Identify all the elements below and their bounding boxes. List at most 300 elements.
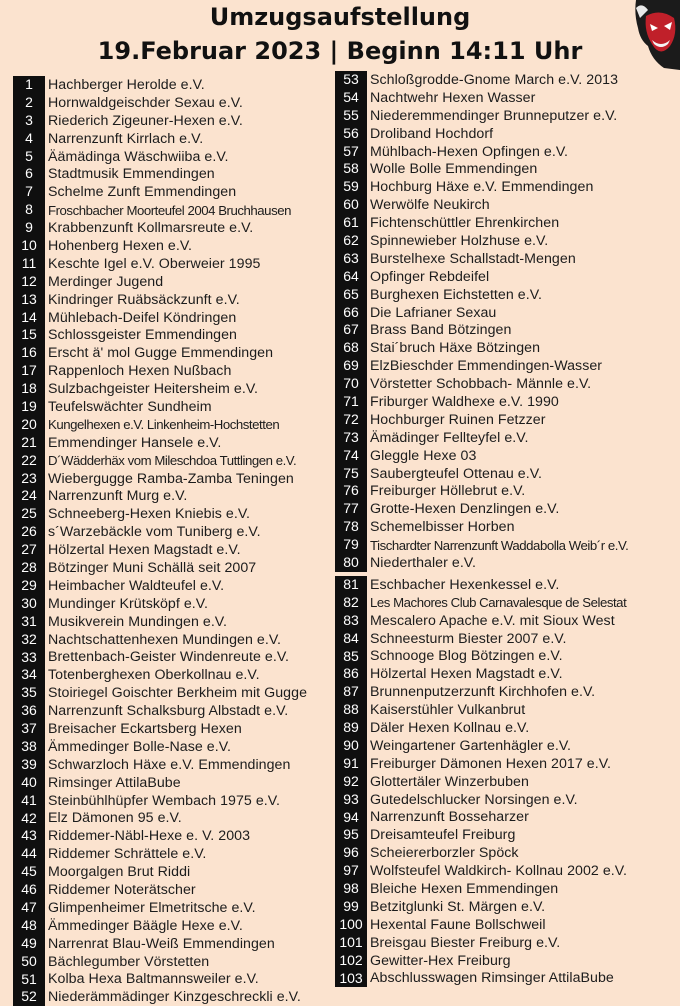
list-item-number: 68 bbox=[335, 339, 367, 357]
list-item bbox=[13, 810, 333, 828]
list-item bbox=[335, 880, 680, 898]
list-item-number: 49 bbox=[13, 935, 45, 953]
list-item bbox=[335, 536, 680, 554]
list-item-number: 6 bbox=[13, 165, 45, 183]
list-item-number: 40 bbox=[13, 774, 45, 792]
list-item-name: Spinnewieber Holzhuse e.V. bbox=[370, 232, 549, 249]
list-item bbox=[13, 971, 333, 989]
list-item-number: 21 bbox=[13, 434, 45, 452]
list-item-name: Fichtenschüttler Ehrenkirchen bbox=[370, 215, 560, 232]
list-item bbox=[335, 791, 680, 809]
list-item bbox=[335, 429, 680, 447]
list-item-name: Sulzbachgeister Heitersheim e.V. bbox=[48, 381, 259, 398]
list-item-number: 57 bbox=[335, 143, 367, 161]
list-item-name: Saubergteufel Ottenau e.V. bbox=[370, 465, 542, 482]
list-item bbox=[13, 613, 333, 631]
list-item bbox=[13, 237, 333, 255]
list-item-name: Vörstetter Schobbach- Männle e.V. bbox=[370, 376, 592, 393]
list-item-name: Totenberghexen Oberkollnau e.V. bbox=[48, 667, 260, 684]
list-item bbox=[335, 934, 680, 952]
list-item-number: 81 bbox=[335, 576, 367, 594]
list-item bbox=[13, 505, 333, 523]
list-item-number: 77 bbox=[335, 500, 367, 518]
list-item-number: 75 bbox=[335, 465, 367, 483]
list-item-number: 37 bbox=[13, 720, 45, 738]
list-item-name: Krabbenzunft Kollmarsreute e.V. bbox=[48, 220, 254, 237]
list-item-name: Brass Band Bötzingen bbox=[370, 322, 512, 339]
list-item bbox=[335, 518, 680, 536]
list-item bbox=[13, 434, 333, 452]
list-item-name: Moorgalgen Brut Riddi bbox=[48, 864, 191, 881]
list-item-number: 32 bbox=[13, 631, 45, 649]
list-item-number: 56 bbox=[335, 125, 367, 143]
list-item bbox=[335, 898, 680, 916]
list-item-name: Bleiche Hexen Emmendingen bbox=[370, 881, 559, 898]
list-item-number: 17 bbox=[13, 362, 45, 380]
list-item-number: 50 bbox=[13, 953, 45, 971]
list-item-name: Rimsinger AttilaBube bbox=[48, 774, 181, 791]
list-item bbox=[335, 862, 680, 880]
list-item-name: Kaiserstühler Vulkanbrut bbox=[370, 702, 526, 719]
list-item-number: 80 bbox=[335, 554, 367, 572]
list-item bbox=[335, 482, 680, 500]
list-item bbox=[335, 683, 680, 701]
list-item-name: Hölzertal Hexen Magstadt e.V. bbox=[370, 666, 563, 683]
list-item-number: 42 bbox=[13, 810, 45, 828]
list-item-name: Burstelhexe Schallstadt-Mengen bbox=[370, 250, 576, 267]
list-item bbox=[335, 755, 680, 773]
list-item-number: 91 bbox=[335, 755, 367, 773]
list-item bbox=[335, 250, 680, 268]
list-item bbox=[13, 684, 333, 702]
list-item-name: Hohenberg Hexen e.V. bbox=[48, 237, 193, 254]
list-item bbox=[13, 899, 333, 917]
list-item-name: Glottertäler Winzerbuben bbox=[370, 773, 529, 790]
list-item-number: 64 bbox=[335, 268, 367, 286]
list-item bbox=[13, 792, 333, 810]
list-item bbox=[335, 576, 680, 594]
list-item-number: 31 bbox=[13, 613, 45, 631]
list-item bbox=[335, 304, 680, 322]
list-item-name: Musikverein Mundingen e.V. bbox=[48, 613, 228, 630]
list-item bbox=[13, 309, 333, 327]
list-item bbox=[335, 214, 680, 232]
list-item bbox=[13, 988, 333, 1006]
list-item-name: Schlossgeister Emmendingen bbox=[48, 327, 237, 344]
list-item-number: 15 bbox=[13, 326, 45, 344]
list-item-name: Tischardter Narrenzunft Waddabolla Weib´r e.V. bbox=[370, 537, 629, 553]
list-item bbox=[13, 631, 333, 649]
list-item bbox=[13, 255, 333, 273]
list-item-name: Mühlebach-Deifel Köndringen bbox=[48, 309, 237, 326]
list-item-name: Schelme Zunft Emmendingen bbox=[48, 184, 237, 201]
list-item-name: Riddemer Schrättele e.V. bbox=[48, 846, 207, 863]
list-item-number: 102 bbox=[335, 952, 367, 970]
list-item-name: Brettenbach-Geister Windenreute e.V. bbox=[48, 649, 290, 666]
list-item-number: 30 bbox=[13, 595, 45, 613]
list-item-name: Äämädinga Wäschwiiba e.V. bbox=[48, 148, 229, 165]
list-item-name: Dreisamteufel Freiburg bbox=[370, 827, 516, 844]
list-item bbox=[335, 286, 680, 304]
list-item-name: Niederämmädinger Kinzgeschreckli e.V. bbox=[48, 989, 301, 1006]
list-item-number: 60 bbox=[335, 196, 367, 214]
list-item-name: Mescalero Apache e.V. mit Sioux West bbox=[370, 612, 615, 629]
list-item-name: Gleggle Hexe 03 bbox=[370, 447, 477, 464]
list-item-name: Schneesturm Biester 2007 e.V. bbox=[370, 630, 567, 647]
list-item-name: Riddemer-Näbl-Hexe e. V. 2003 bbox=[48, 828, 251, 845]
list-item-name: Die Lafrianer Sexau bbox=[370, 304, 497, 321]
list-item bbox=[13, 863, 333, 881]
list-item-number: 36 bbox=[13, 702, 45, 720]
list-item bbox=[13, 595, 333, 613]
list-item-name: Heimbacher Waldteufel e.V. bbox=[48, 577, 225, 594]
list-item-number: 27 bbox=[13, 541, 45, 559]
list-item-name: Nachtwehr Hexen Wasser bbox=[370, 89, 536, 106]
list-item-name: Riederich Zigeuner-Hexen e.V. bbox=[48, 112, 243, 129]
list-item bbox=[13, 470, 333, 488]
list-item-name: Betzitglunki St. Märgen e.V. bbox=[370, 898, 546, 915]
list-item bbox=[335, 160, 680, 178]
list-item-name: Grotte-Hexen Denzlingen e.V. bbox=[370, 501, 560, 518]
list-item-name: Hochburger Ruinen Fetzzer bbox=[370, 411, 546, 428]
list-item-number: 88 bbox=[335, 701, 367, 719]
list-item-number: 58 bbox=[335, 160, 367, 178]
list-item bbox=[13, 649, 333, 667]
list-item-number: 76 bbox=[335, 482, 367, 500]
list-item bbox=[335, 737, 680, 755]
list-item-name: Abschlusswagen Rimsinger AttilaBube bbox=[370, 970, 614, 987]
list-item bbox=[13, 541, 333, 559]
list-item-name: Stai´bruch Häxe Bötzingen bbox=[370, 340, 541, 357]
list-item bbox=[335, 89, 680, 107]
list-item-name: Teufelswächter Sundheim bbox=[48, 398, 212, 415]
list-item-name: Riddemer Noterätscher bbox=[48, 882, 196, 899]
list-item-name: Droliband Hochdorf bbox=[370, 125, 494, 142]
list-item-number: 69 bbox=[335, 357, 367, 375]
list-item-name: Kungelhexen e.V. Linkenheim-Hochstetten bbox=[48, 417, 280, 433]
list-item bbox=[13, 881, 333, 899]
page-title: Umzugsaufstellung bbox=[209, 3, 471, 31]
list-item-name: Rappenloch Hexen Nußbach bbox=[48, 363, 232, 380]
list-item-number: 44 bbox=[13, 845, 45, 863]
list-item-name: Opfinger Rebdeifel bbox=[370, 268, 490, 285]
list-item-number: 29 bbox=[13, 577, 45, 595]
list-item bbox=[335, 411, 680, 429]
list-item-name: Nachtschattenhexen Mundingen e.V. bbox=[48, 631, 282, 648]
list-item-name: Weingartener Gartenhägler e.V. bbox=[370, 737, 572, 754]
list-item-name: Brunnenputzerzunft Kirchhofen e.V. bbox=[370, 684, 596, 701]
list-item bbox=[335, 719, 680, 737]
list-item-name: Ämädinger Fellteyfel e.V. bbox=[370, 429, 529, 446]
list-item bbox=[335, 952, 680, 970]
list-item-number: 55 bbox=[335, 107, 367, 125]
list-item-number: 12 bbox=[13, 273, 45, 291]
list-item-name: Narrenzunft Kirrlach e.V. bbox=[48, 130, 204, 147]
list-item-number: 48 bbox=[13, 917, 45, 935]
list-item bbox=[13, 148, 333, 166]
list-item bbox=[13, 183, 333, 201]
list-item-number: 2 bbox=[13, 94, 45, 112]
list-item-name: Schnooge Blog Bötzingen e.V. bbox=[370, 648, 563, 665]
list-item-number: 10 bbox=[13, 237, 45, 255]
list-item-name: Breisgau Biester Freiburg e.V. bbox=[370, 934, 561, 951]
list-item bbox=[335, 71, 680, 89]
list-item-number: 99 bbox=[335, 898, 367, 916]
list-item-number: 74 bbox=[335, 447, 367, 465]
list-item bbox=[335, 648, 680, 666]
list-item bbox=[335, 554, 680, 572]
list-item-number: 8 bbox=[13, 201, 45, 219]
list-item-number: 101 bbox=[335, 934, 367, 952]
list-item-number: 35 bbox=[13, 684, 45, 702]
list-item-number: 94 bbox=[335, 809, 367, 827]
list-item-name: Steinbühlhüpfer Wembach 1975 e.V. bbox=[48, 792, 280, 809]
list-item-number: 51 bbox=[13, 971, 45, 989]
list-item-number: 84 bbox=[335, 630, 367, 648]
list-item-number: 47 bbox=[13, 899, 45, 917]
list-item-name: Keschte Igel e.V. Oberweier 1995 bbox=[48, 255, 261, 272]
list-item-number: 103 bbox=[335, 970, 367, 988]
list-item-number: 86 bbox=[335, 665, 367, 683]
list-item-number: 96 bbox=[335, 844, 367, 862]
list-item-number: 11 bbox=[13, 255, 45, 273]
list-item bbox=[13, 577, 333, 595]
list-item-name: Froschbacher Moorteufel 2004 Bruchhausen bbox=[48, 202, 291, 218]
list-item-number: 65 bbox=[335, 286, 367, 304]
list-item-number: 100 bbox=[335, 916, 367, 934]
list-item-number: 34 bbox=[13, 666, 45, 684]
list-item-number: 24 bbox=[13, 487, 45, 505]
list-item-name: Narrenzunft Bosseharzer bbox=[370, 809, 529, 826]
list-item bbox=[13, 452, 333, 470]
list-item-number: 28 bbox=[13, 559, 45, 577]
list-item bbox=[335, 612, 680, 630]
list-item bbox=[335, 107, 680, 125]
list-item-number: 54 bbox=[335, 89, 367, 107]
list-item bbox=[13, 112, 333, 130]
list-item bbox=[13, 953, 333, 971]
list-item bbox=[335, 178, 680, 196]
list-item bbox=[13, 398, 333, 416]
list-item-number: 61 bbox=[335, 214, 367, 232]
list-item-name: Emmendinger Hansele e.V. bbox=[48, 434, 222, 451]
list-item-number: 16 bbox=[13, 344, 45, 362]
list-item-number: 20 bbox=[13, 416, 45, 434]
list-item bbox=[335, 357, 680, 375]
list-item-name: Wiebergugge Ramba-Zamba Teningen bbox=[48, 470, 294, 487]
list-item bbox=[13, 326, 333, 344]
list-item-number: 78 bbox=[335, 518, 367, 536]
list-item bbox=[13, 756, 333, 774]
list-item-name: Bächlegumber Vörstetten bbox=[48, 953, 210, 970]
list-item bbox=[335, 393, 680, 411]
list-item bbox=[335, 773, 680, 791]
list-item bbox=[335, 232, 680, 250]
list-item-number: 59 bbox=[335, 178, 367, 196]
list-item bbox=[13, 702, 333, 720]
list-item-name: Niederthaler e.V. bbox=[370, 554, 477, 571]
list-item-number: 90 bbox=[335, 737, 367, 755]
list-item-number: 92 bbox=[335, 773, 367, 791]
list-item-name: Friburger Waldhexe e.V. 1990 bbox=[370, 393, 559, 410]
list-item-name: Werwölfe Neukirch bbox=[370, 197, 490, 214]
list-item bbox=[13, 666, 333, 684]
list-item bbox=[13, 738, 333, 756]
list-item-name: Kolba Hexa Baltmannsweiler e.V. bbox=[48, 971, 259, 988]
list-item-number: 53 bbox=[335, 71, 367, 89]
list-item bbox=[335, 970, 680, 988]
list-item-name: Schemelbisser Horben bbox=[370, 519, 515, 536]
list-item-name: Schneeberg-Hexen Kniebis e.V. bbox=[48, 506, 251, 523]
list-item-name: Glimpenheimer Elmetritsche e.V. bbox=[48, 899, 256, 916]
list-item bbox=[335, 143, 680, 161]
list-item-name: D´Wädderhäx vom Mileschdoa Tuttlingen e.V. bbox=[48, 453, 297, 469]
list-item-name: Gutedelschlucker Norsingen e.V. bbox=[370, 791, 578, 808]
list-item bbox=[335, 196, 680, 214]
list-item bbox=[13, 362, 333, 380]
list-item-number: 39 bbox=[13, 756, 45, 774]
list-item-number: 38 bbox=[13, 738, 45, 756]
list-item bbox=[13, 827, 333, 845]
list-item bbox=[13, 720, 333, 738]
right-column bbox=[335, 71, 680, 987]
list-item-name: s´Warzebäckle vom Tuniberg e.V. bbox=[48, 524, 261, 541]
left-column bbox=[13, 76, 333, 1006]
list-item bbox=[13, 935, 333, 953]
list-item bbox=[13, 523, 333, 541]
list-item bbox=[335, 465, 680, 483]
list-item-name: Eschbacher Hexenkessel e.V. bbox=[370, 576, 560, 593]
list-item-name: Wolle Bolle Emmendingen bbox=[370, 161, 538, 178]
list-item bbox=[335, 630, 680, 648]
list-item-number: 23 bbox=[13, 470, 45, 488]
list-item-name: Scheiererborzler Spöck bbox=[370, 845, 519, 862]
list-item-number: 14 bbox=[13, 309, 45, 327]
list-item bbox=[13, 130, 333, 148]
list-item-number: 19 bbox=[13, 398, 45, 416]
list-item bbox=[13, 219, 333, 237]
list-item-name: Mundinger Krütsköpf e.V. bbox=[48, 595, 208, 612]
list-item-number: 25 bbox=[13, 505, 45, 523]
list-item bbox=[335, 701, 680, 719]
list-item-number: 45 bbox=[13, 863, 45, 881]
list-item-name: Wolfsteufel Waldkirch- Kollnau 2002 e.V. bbox=[370, 863, 627, 880]
list-item-name: Ämmedinger Bolle-Nase e.V. bbox=[48, 738, 231, 755]
list-item bbox=[13, 201, 333, 219]
list-item-name: Hornwaldgeischder Sexau e.V. bbox=[48, 94, 243, 111]
list-item-number: 9 bbox=[13, 219, 45, 237]
list-item-name: Narrenrat Blau-Weiß Emmendingen bbox=[48, 935, 275, 952]
list-item-name: Narrenzunft Schalksburg Albstadt e.V. bbox=[48, 703, 289, 720]
list-item bbox=[13, 416, 333, 434]
list-item-number: 7 bbox=[13, 183, 45, 201]
list-item-name: Breisacher Eckartsberg Hexen bbox=[48, 721, 242, 737]
list-item-name: Stoiriegel Goischter Berkheim mit Gugge bbox=[48, 685, 308, 702]
list-item bbox=[335, 268, 680, 286]
list-item-name: Burghexen Eichstetten e.V. bbox=[370, 286, 542, 303]
list-item-number: 63 bbox=[335, 250, 367, 268]
list-item bbox=[335, 339, 680, 357]
list-item-number: 71 bbox=[335, 393, 367, 411]
list-item-name: Elz Dämonen 95 e.V. bbox=[48, 810, 182, 827]
list-item-name: Narrenzunft Murg e.V. bbox=[48, 488, 188, 505]
list-item bbox=[335, 375, 680, 393]
list-item-number: 79 bbox=[335, 536, 367, 554]
list-item-name: Stadtmusik Emmendingen bbox=[48, 166, 215, 183]
list-item-number: 3 bbox=[13, 112, 45, 130]
list-item-name: Hochburg Häxe e.V. Emmendingen bbox=[370, 179, 594, 196]
list-item-number: 46 bbox=[13, 881, 45, 899]
list-item bbox=[335, 826, 680, 844]
list-item bbox=[335, 916, 680, 934]
list-item-name: Däler Hexen Kollnau e.V. bbox=[370, 720, 530, 736]
list-item bbox=[13, 917, 333, 935]
list-item-name: Freiburger Höllebrut e.V. bbox=[370, 483, 526, 500]
list-item-number: 85 bbox=[335, 648, 367, 666]
list-item-number: 70 bbox=[335, 375, 367, 393]
list-item-number: 22 bbox=[13, 452, 45, 470]
list-item bbox=[13, 94, 333, 112]
list-item-name: Bötzinger Muni Schällä seit 2007 bbox=[48, 559, 257, 576]
list-item-number: 97 bbox=[335, 862, 367, 880]
list-item bbox=[13, 273, 333, 291]
list-item bbox=[335, 665, 680, 683]
list-item bbox=[335, 321, 680, 339]
list-item bbox=[13, 559, 333, 577]
list-item bbox=[13, 774, 333, 792]
page-subtitle: 19.Februar 2023 | Beginn 14:11 Uhr bbox=[97, 37, 583, 65]
list-item-name: Schwarzloch Häxe e.V. Emmendingen bbox=[48, 756, 291, 773]
list-item bbox=[13, 487, 333, 505]
list-item bbox=[13, 845, 333, 863]
list-item-number: 26 bbox=[13, 523, 45, 541]
list-item bbox=[13, 291, 333, 309]
devil-mask-icon bbox=[634, 0, 680, 70]
list-item-number: 93 bbox=[335, 791, 367, 809]
list-item-number: 73 bbox=[335, 429, 367, 447]
list-item-number: 5 bbox=[13, 148, 45, 166]
list-item-name: Les Machores Club Carnavalesque de Selestat bbox=[370, 595, 627, 611]
list-item bbox=[13, 165, 333, 183]
list-item-number: 66 bbox=[335, 304, 367, 322]
list-item-number: 33 bbox=[13, 649, 45, 667]
list-item-name: ElzBieschder Emmendingen-Wasser bbox=[370, 358, 603, 375]
list-item-name: Hexental Faune Bollschweil bbox=[370, 916, 546, 933]
list-item-number: 18 bbox=[13, 380, 45, 398]
list-item-number: 41 bbox=[13, 792, 45, 810]
list-item-name: Erscht ä' mol Gugge Emmendingen bbox=[48, 345, 274, 362]
list-item-number: 95 bbox=[335, 826, 367, 844]
list-item-name: Hölzertal Hexen Magstadt e.V. bbox=[48, 542, 241, 559]
list-item-number: 82 bbox=[335, 594, 367, 612]
list-item-number: 89 bbox=[335, 719, 367, 737]
list-item-number: 4 bbox=[13, 130, 45, 148]
list-item bbox=[335, 844, 680, 862]
list-item-name: Gewitter-Hex Freiburg bbox=[370, 952, 511, 969]
list-item-number: 67 bbox=[335, 321, 367, 339]
list-item-number: 52 bbox=[13, 988, 45, 1006]
list-item bbox=[335, 500, 680, 518]
list-item bbox=[335, 125, 680, 143]
list-item-number: 72 bbox=[335, 411, 367, 429]
list-item-number: 83 bbox=[335, 612, 367, 630]
list-item-name: Merdinger Jugend bbox=[48, 273, 164, 290]
list-item-name: Mühlbach-Hexen Opfingen e.V. bbox=[370, 143, 569, 160]
list-item bbox=[13, 344, 333, 362]
list-item-name: Niederemmendinger Brunneputzer e.V. bbox=[370, 107, 618, 124]
list-item bbox=[335, 809, 680, 827]
list-item-number: 62 bbox=[335, 232, 367, 250]
